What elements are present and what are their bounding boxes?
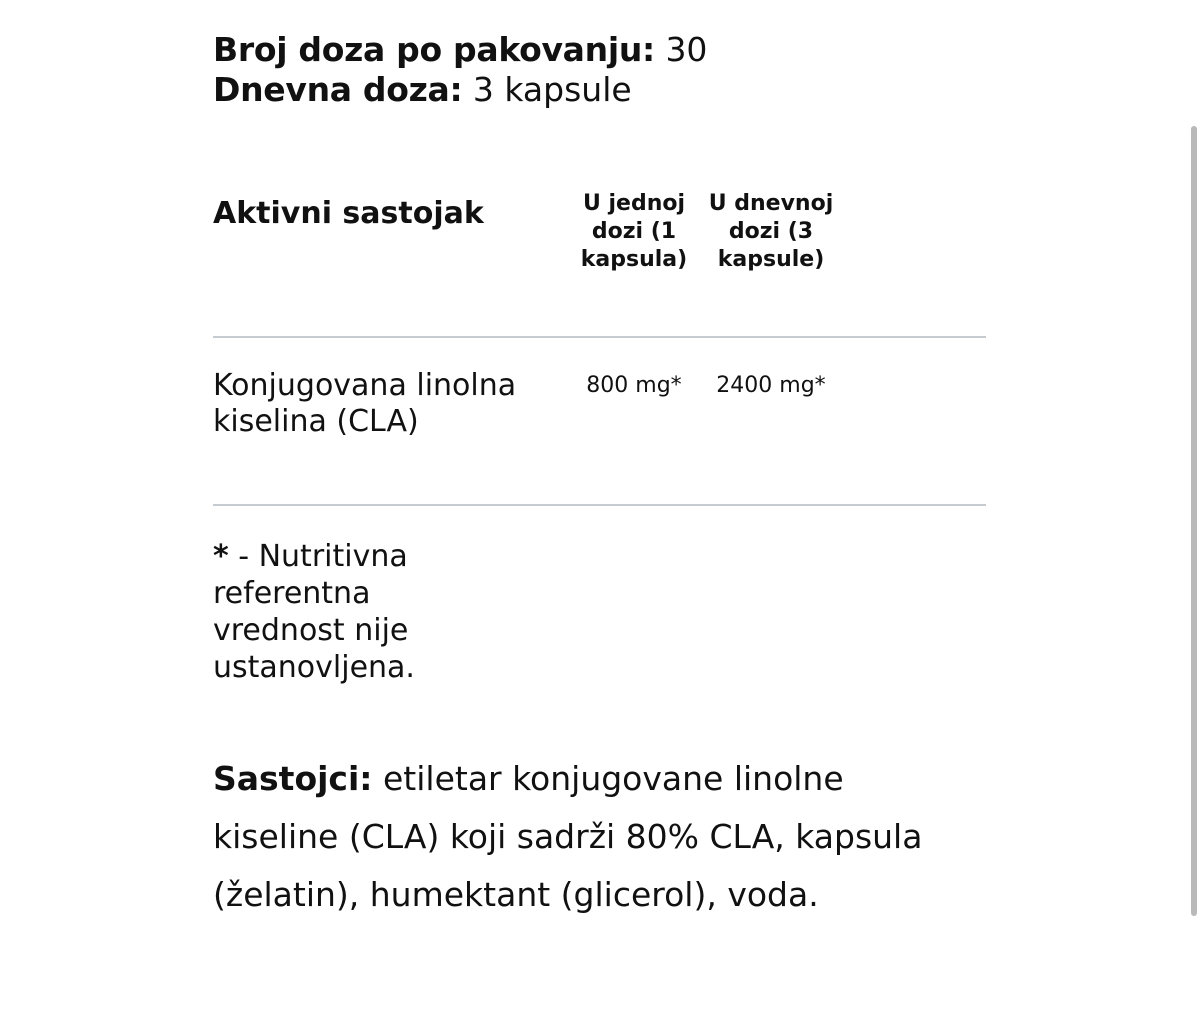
header-per-day: U dnevnoj dozi (3 kapsule) [708,191,834,272]
ingredients-label: Sastojci: [213,759,373,798]
doses-per-package-value: 30 [665,30,708,69]
ingredient-per-dose: 800 mg* [586,373,682,398]
daily-dose-value: 3 kapsule [472,70,632,109]
ingredients-text: etiletar konjugovane linolne kiseline (CLA) koji sadrži 80% CLA, kapsula (želatin), humektant (glicerol), voda. [213,759,923,914]
daily-dose [213,70,993,110]
doses-per-package [213,30,993,70]
nutrition-table [213,190,986,686]
ingredient-per-day: 2400 mg* [716,373,826,398]
table-header-row [213,190,986,338]
footnote [213,538,453,686]
doses-per-package-label: Broj doza po pakovanju: [213,30,655,69]
dosage-summary [213,30,993,110]
ingredient-name: Konjugovana linolna kiselina (CLA) [213,368,517,439]
table-row [213,338,986,506]
footnote-text: - Nutritivna referentna vrednost nije ustanovljena. [213,539,415,685]
header-active-ingredient: Aktivni sastojak [213,196,484,231]
footnote-asterisk: * [213,539,229,574]
ingredients-paragraph [213,750,933,924]
table-footnote-row [213,506,986,686]
daily-dose-label: Dnevna doza: [213,70,463,109]
vertical-scrollbar[interactable] [1191,126,1197,916]
header-per-dose: U jednoj dozi (1 kapsula) [580,191,688,272]
